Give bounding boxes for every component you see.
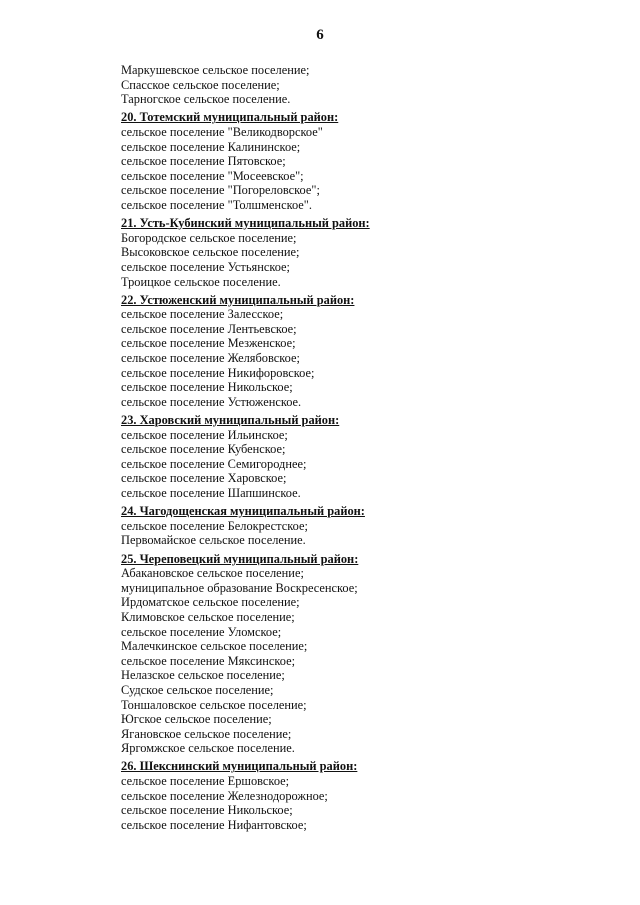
settlement-item: Югское сельское поселение; [121,712,272,727]
document-body [121,63,601,836]
settlement-item: Малечкинское сельское поселение; [121,639,308,654]
settlement-item: сельское поселение "Погореловское"; [121,183,320,198]
settlement-item: сельское поселение Кубенское; [121,442,286,457]
settlement-item: сельское поселение Нифантовское; [121,817,307,832]
district-section [121,293,601,410]
settlement-item: Судское сельское поселение; [121,682,274,697]
settlement-item: Ягановское сельское поселение; [121,726,292,741]
settlement-item: Яргомжское сельское поселение. [121,741,295,756]
settlement-item: сельское поселение Никифоровское; [121,365,315,380]
settlement-item: сельское поселение "Мосеевское"; [121,168,304,183]
settlement-item: Климовское сельское поселение; [121,609,295,624]
district-section [121,504,601,548]
district-section [121,759,601,832]
settlement-item: сельское поселение Лентьевское; [121,321,297,336]
list-item: Спасское сельское поселение; [121,77,280,92]
settlement-item: сельское поселение Ильинское; [121,427,288,442]
list-item: Маркушевское сельское поселение; [121,63,310,77]
list-item: Тарногское сельское поселение. [121,92,291,107]
settlement-item: Абакановское сельское поселение; [121,566,304,581]
district-heading: 20. Тотемский муниципальный район: [121,110,339,125]
settlement-item: сельское поселение Харовское; [121,471,287,486]
settlement-item: сельское поселение Никольское; [121,380,293,395]
settlement-item: Нелазское сельское поселение; [121,668,285,683]
settlement-item: сельское поселение Ершовское; [121,774,290,789]
district-section [121,110,601,212]
settlement-item: Тоншаловское сельское поселение; [121,697,307,712]
settlement-item: сельское поселение Устьянское; [121,259,291,274]
settlement-item: Первомайское сельское поселение. [121,533,306,548]
district-section [121,552,601,756]
settlement-item: Богородское сельское поселение; [121,230,297,245]
settlement-item: сельское поселение Железнодорожное; [121,788,328,803]
district-heading: 26. Шекснинский муниципальный район: [121,759,358,774]
district-heading: 23. Харовский муниципальный район: [121,413,340,428]
settlement-item: сельское поселение Никольское; [121,803,293,818]
settlement-item: сельское поселение "Толшменское". [121,197,312,212]
settlement-item: сельское поселение Шапшинское. [121,486,301,500]
settlement-item: сельское поселение Мяксинское; [121,653,296,668]
intro-block [121,63,601,107]
settlement-item: сельское поселение Устюженское. [121,394,302,409]
settlement-item: сельское поселение "Великодворское" [121,124,323,139]
settlement-item: сельское поселение Залесское; [121,307,284,322]
page-number: 6 [316,27,324,43]
settlement-item: сельское поселение Мезженское; [121,336,296,351]
district-heading: 25. Череповецкий муниципальный район: [121,551,359,566]
district-heading: 24. Чагодощенская муниципальный район: [121,504,365,519]
settlement-item: сельское поселение Семигороднее; [121,456,307,471]
settlement-item: сельское поселение Желябовское; [121,351,300,366]
district-heading: 21. Усть-Кубинский муниципальный район: [121,216,370,231]
district-sections [121,110,601,832]
settlement-item: Троицкое сельское поселение. [121,274,281,289]
settlement-item: сельское поселение Уломское; [121,624,282,639]
settlement-item: муниципальное образование Воскресенское; [121,580,358,595]
district-section [121,413,601,501]
settlement-item: сельское поселение Калининское; [121,139,301,154]
settlement-item: Высоковское сельское поселение; [121,245,300,260]
settlement-item: сельское поселение Белокрестское; [121,518,308,533]
settlement-item: Ирдоматское сельское поселение; [121,595,300,610]
district-heading: 22. Устюженский муниципальный район: [121,292,355,307]
district-section [121,216,601,289]
settlement-item: сельское поселение Пятовское; [121,154,286,169]
